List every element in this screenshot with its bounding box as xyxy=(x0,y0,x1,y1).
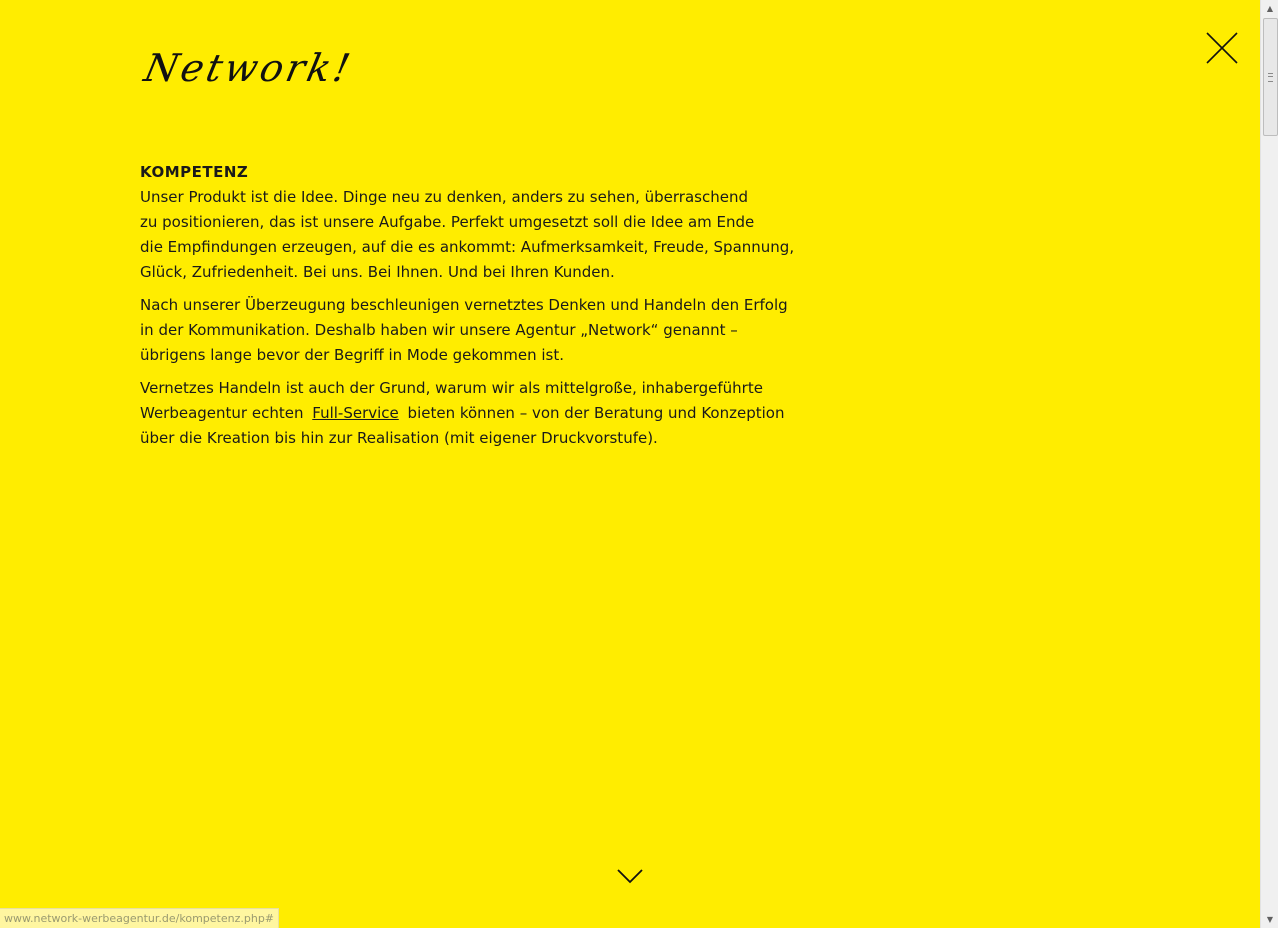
paragraph-3-end: bieten können – von der Beratung und Konzeption über die Kreation bis hin zur Realisation (mit eigener Druckvorstufe). xyxy=(140,404,785,447)
scroll-down-button[interactable] xyxy=(616,866,644,886)
close-button[interactable] xyxy=(1205,31,1239,65)
paragraph-3 xyxy=(140,376,800,451)
chevron-down-icon xyxy=(616,866,644,886)
close-icon xyxy=(1205,31,1239,65)
paragraph-3-start: Vernetzes Handeln ist auch der Grund, warum wir als mittelgroße, inhabergeführte Werbeagentur echten xyxy=(140,379,763,422)
paragraph-1: Unser Produkt ist die Idee. Dinge neu zu denken, anders zu sehen, überraschend zu positionieren, das ist unsere Aufgabe. Perfekt umgesetzt soll die Idee am Ende die Empfindungen erzeugen, auf die es ankommt: Aufmerksamkeit, Freude, Spannung, Glück, Zufriedenheit. Bei uns. Bei Ihnen. Und bei Ihren Kunden. xyxy=(140,188,795,281)
full-service-link[interactable]: Full-Service xyxy=(312,404,399,422)
scrollbar-thumb[interactable] xyxy=(1263,18,1278,136)
grip-icon xyxy=(1268,73,1273,82)
scroll-down-arrow-icon[interactable]: ▼ xyxy=(1266,915,1274,924)
main-content xyxy=(140,160,800,459)
section-heading: KOMPETENZ xyxy=(140,163,249,181)
scroll-up-arrow-icon[interactable]: ▲ xyxy=(1266,4,1274,13)
vertical-scrollbar[interactable] xyxy=(1260,0,1278,928)
logo[interactable]: Network! xyxy=(140,46,357,90)
paragraph-2: Nach unserer Überzeugung beschleunigen vernetztes Denken und Handeln den Erfolg in der Kommunikation. Deshalb haben wir unsere Agentur „Network“ genannt – übrigens lange bevor der Begriff in Mode gekommen ist. xyxy=(140,296,788,364)
status-bar-url: www.network-werbeagentur.de/kompetenz.php# xyxy=(0,908,279,928)
